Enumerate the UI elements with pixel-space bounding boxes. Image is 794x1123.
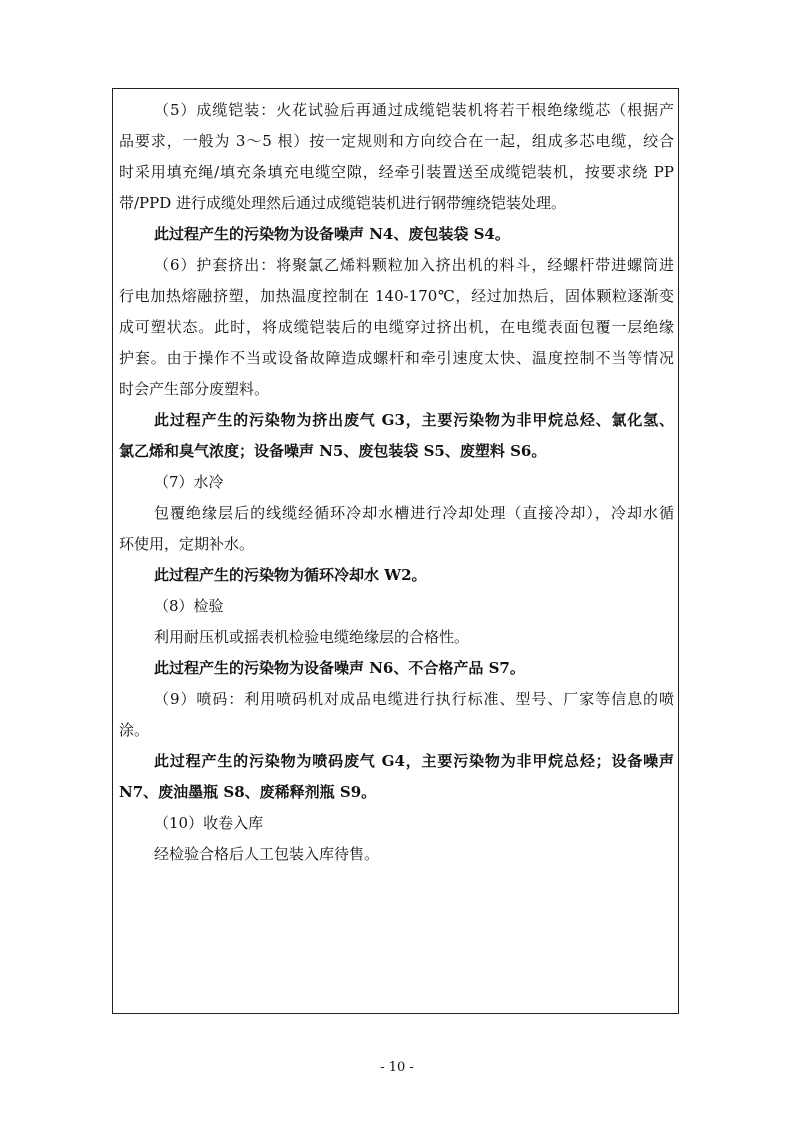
text-line: 包覆绝缘层后的线缆经循环冷却水槽进行冷却处理（直接冷却），冷却水循 (154, 504, 674, 522)
section-title: （8）检验 (154, 597, 224, 615)
pollutant-line: 氯乙烯和臭气浓度；设备噪声 N5、废包装袋 S5、废塑料 S6。 (119, 442, 547, 460)
pollutant-line: 此过程产生的污染物为设备噪声 N4、废包装袋 S4。 (154, 225, 510, 243)
text-line: （6）护套挤出：将聚氯乙烯料颗粒加入挤出机的料斗，经螺杆带进螺筒进 (154, 256, 674, 274)
pollutant-line: N7、废油墨瓶 S8、废稀释剂瓶 S9。 (119, 783, 377, 801)
section-title: （10）收卷入库 (154, 814, 264, 832)
text-line: （9）喷码：利用喷码机对成品电缆进行执行标准、型号、厂家等信息的喷 (154, 690, 674, 708)
pollutant-line: 此过程产生的污染物为挤出废气 G3，主要污染物为非甲烷总烃、氯化氢、 (154, 411, 674, 429)
text-line: 时会产生部分废塑料。 (119, 380, 270, 398)
page-number: - 10 - (380, 1060, 414, 1075)
pollutant-line: 此过程产生的污染物为循环冷却水 W2。 (154, 566, 427, 584)
text-line: 环使用，定期补水。 (119, 535, 255, 553)
text-line: 品要求，一般为 3～5 根）按一定规则和方向绞合在一起，组成多芯电缆，绞合 (119, 132, 674, 150)
text-line: 时采用填充绳/填充条填充电缆空隙，经牵引装置送至成缆铠装机，按要求绕 PP (119, 163, 674, 181)
text-line: 利用耐压机或摇表机检验电缆绝缘层的合格性。 (154, 628, 470, 646)
document-body (119, 95, 674, 870)
pollutant-line: 此过程产生的污染物为设备噪声 N6、不合格产品 S7。 (154, 659, 525, 677)
text-line: 行电加热熔融挤塑，加热温度控制在 140-170℃，经过加热后，固体颗粒逐渐变 (119, 287, 674, 305)
pollutant-line: 此过程产生的污染物为喷码废气 G4，主要污染物为非甲烷总烃；设备噪声 (154, 752, 674, 770)
text-line: 经检验合格后人工包装入库待售。 (154, 845, 380, 863)
text-line: （5）成缆铠装：火花试验后再通过成缆铠装机将若干根绝缘缆芯（根据产 (154, 101, 674, 119)
text-line: 带/PPD 进行成缆处理然后通过成缆铠装机进行钢带缠绕铠装处理。 (119, 194, 567, 212)
text-line: 涂。 (119, 721, 150, 739)
text-line: 护套。由于操作不当或设备故障造成螺杆和牵引速度太快、温度控制不当等情况 (119, 349, 674, 367)
text-line: 成可塑状态。此时，将成缆铠装后的电缆穿过挤出机，在电缆表面包覆一层绝缘 (119, 318, 674, 336)
section-title: （7）水冷 (154, 473, 224, 491)
